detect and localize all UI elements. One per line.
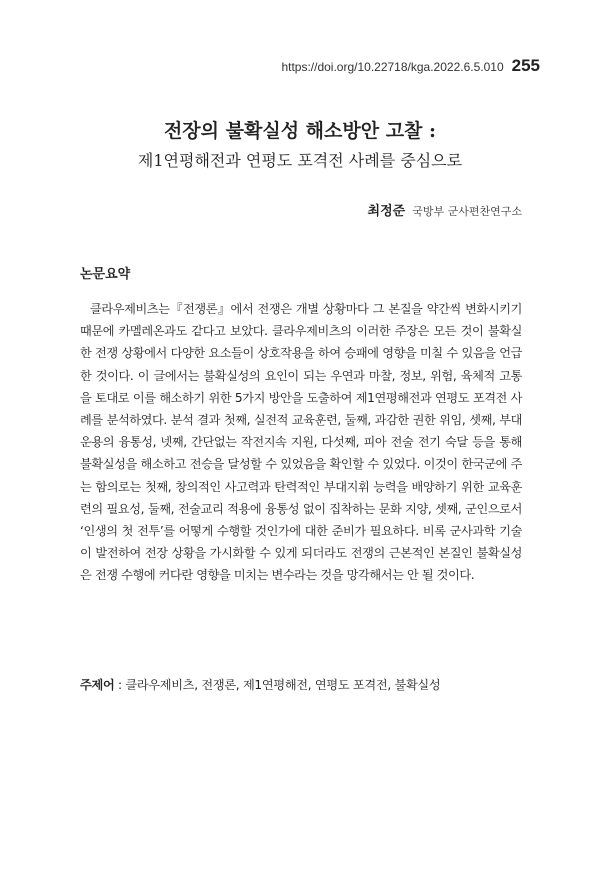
page-header [281, 56, 540, 76]
author-line [368, 200, 522, 219]
author-name: 최정준 [367, 204, 406, 219]
keywords-separator: : [114, 678, 126, 692]
paper-title: 전장의 불확실성 해소방안 고찰 : [163, 120, 437, 142]
abstract-body: 클라우제비츠는『전쟁론』에서 전쟁은 개별 상황마다 그 본질을 약간씩 변화시키기 때문에 카멜레온과도 같다고 보았다. 클라우제비츠의 이러한 주장은 모든 것이 불확실한 전쟁 상황에서 다양한 요소들이 상호작용을 하여 승패에 영향을 미칠 수 있음을 언급한 것이다. 이 글에서는 불확실성의 요인이 되는 우연과 마찰, 정보, 위험, 육체적 고통을 토대로 이를 해소하기 위한 5가지 방안을 도출하여 제1연평해전과 연평도 포격전 사례를 분석하였다. 분석 결과 첫째, 실전적 교육훈련, 둘째, 과감한 권한 위임, 셋째, 부대 운용의 융통성, 넷째, 간단없는 작전지속 지원, 다섯째, 피아 전술 전기 숙달 등을 통해 불확실성을 해소하고 전승을 달성할 수 있었음을 확인할 수 있었다. 이것이 한국군에 주는 함의로는 첫째, 창의적인 사고력과 탄력적인 부대지휘 능력을 배양하기 위한 교육훈련의 필요성, 둘째, 전술교리 적용에 융통성 없이 집착하는 문화 지양, 셋째, 군인으로서 ‘인생의 첫 전투’를 어떻게 수행할 것인가에 대한 준비가 필요하다. 비록 군사과학 기술이 발전하여 전장 상황을 가시화할 수 있게 되더라도 전쟁의 근본적인 본질인 불확실성은 전쟁 수행에 커다란 영향을 미치는 변수라는 것을 망각해서는 안 될 것이다. [80, 302, 522, 583]
keywords-list: 클라우제비츠, 전쟁론, 제1연평해전, 연평도 포격전, 불확실성 [125, 678, 441, 692]
author-affiliation: 국방부 군사편찬연구소 [412, 205, 522, 218]
abstract-heading: 논문요약 [80, 267, 131, 282]
doi-link[interactable]: https://doi.org/10.22718/kga.2022.6.5.010 [281, 60, 504, 74]
keywords-label: 주제어 [80, 678, 115, 692]
page-number: 255 [511, 56, 540, 75]
paper-subtitle: 제1연평해전과 연평도 포격전 사례를 중심으로 [137, 151, 463, 170]
keywords-line [80, 676, 540, 693]
